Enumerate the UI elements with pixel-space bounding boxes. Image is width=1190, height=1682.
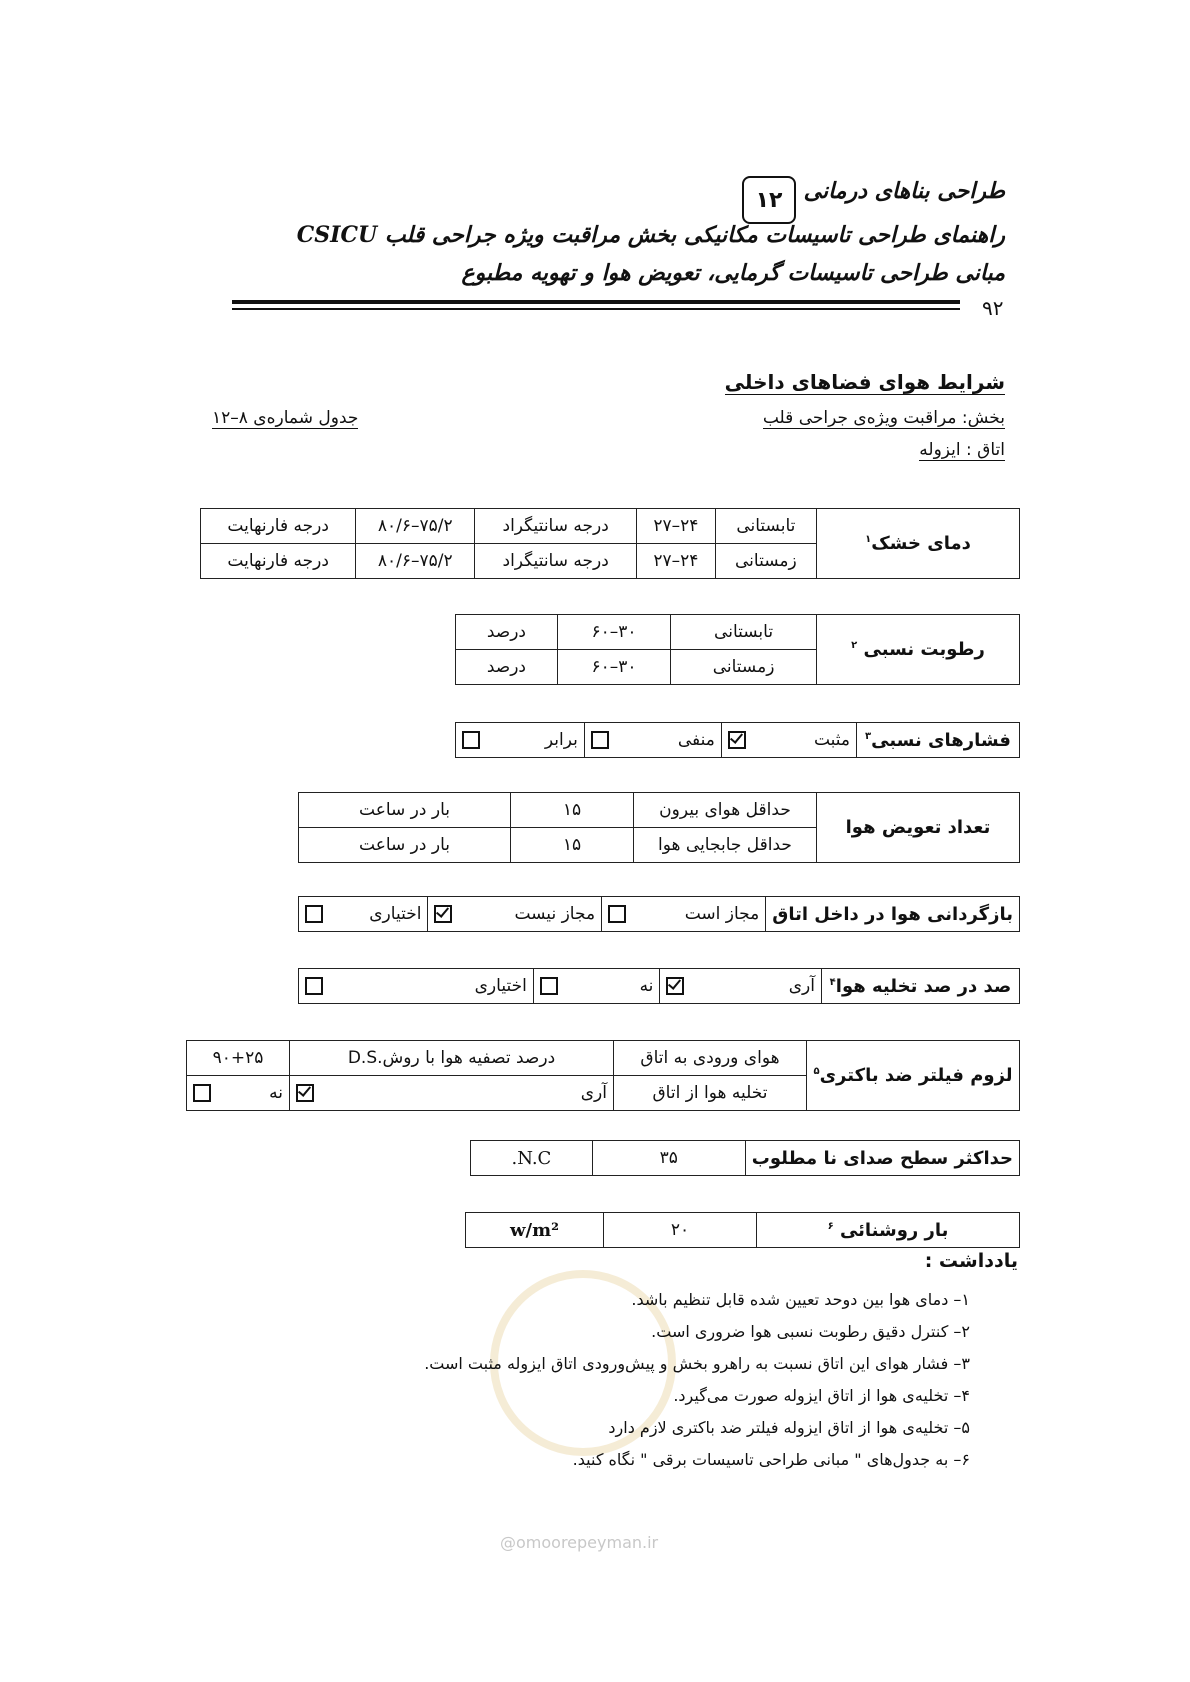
option-no: نه: [187, 1076, 290, 1111]
checkbox[interactable]: [608, 905, 626, 923]
season-cell: تابستانی: [715, 509, 816, 544]
celsius-range: ۲۴–۲۷: [637, 509, 716, 544]
option-allowed: مجاز است: [602, 897, 766, 932]
season-cell: زمستانی: [715, 544, 816, 579]
option-yes: آری: [660, 969, 822, 1004]
air-change-unit: بار در ساعت: [299, 793, 511, 828]
supply-label: هوای ورودی به اتاق: [614, 1041, 807, 1076]
pressure-table: [455, 722, 1020, 758]
checkbox[interactable]: [305, 977, 323, 995]
humidity-unit: درصد: [456, 650, 558, 685]
note-item: ۲– کنترل دقیق رطوبت نسبی هوا ضروری است.: [651, 1322, 970, 1341]
air-change-value: ۱۵: [511, 828, 634, 863]
recirculation-label: بازگردانی هوا در داخل اتاق: [766, 897, 1020, 932]
department-label: بخش: مراقبت ویژه‌ی جراحی قلب: [762, 408, 1005, 428]
checkbox[interactable]: [591, 731, 609, 749]
note-item: ۵– تخلیه‌ی هوا از اتاق ایزوله فیلتر ضد باکتری لازم دارد: [608, 1418, 970, 1437]
header-rule-thin: [232, 308, 960, 310]
note-item: ۱– دمای هوا بین دوحد تعیین شده قابل تنظیم باشد.: [631, 1290, 970, 1309]
notes-title: یادداشت :: [924, 1250, 1018, 1272]
air-change-table: [298, 792, 1020, 863]
room-label: اتاق : ایزوله: [919, 440, 1005, 460]
header-subtitle: راهنمای طراحی تاسیسات مکانیکی بخش مراقبت ویژه جراحی قلب CSICU: [296, 222, 1005, 248]
fahrenheit-range: ۷۵/۲–۸۰/۶: [356, 509, 475, 544]
humidity-range: ۳۰–۶۰: [557, 650, 670, 685]
filter-label: لزوم فیلتر ضد باکتری$^۵$: [807, 1041, 1020, 1111]
noise-label: حداکثر سطح صدای نا مطلوب: [745, 1141, 1019, 1176]
air-change-name: حداقل جابجایی هوا: [634, 828, 817, 863]
checkbox-checked[interactable]: [728, 731, 746, 749]
celsius-range: ۲۴–۲۷: [637, 544, 716, 579]
supply-value: ۹۰+۲۵: [187, 1041, 290, 1076]
note-item: ۳– فشار هوای این اتاق نسبت به راهرو بخش و پیش‌ورودی اتاق ایزوله مثبت است.: [424, 1354, 970, 1373]
air-change-label: تعداد تعویض هوا: [817, 793, 1020, 863]
humidity-table: [455, 614, 1020, 685]
season-cell: زمستانی: [671, 650, 817, 685]
note-item: ۴– تخلیه‌ی هوا از اتاق ایزوله صورت می‌گیرد.: [673, 1386, 970, 1405]
filter-table: [186, 1040, 1020, 1111]
dry-temp-table: [200, 508, 1020, 579]
option-positive: مثبت: [721, 723, 856, 758]
fahrenheit-unit: درجه فارنهایت: [201, 544, 356, 579]
noise-table: [470, 1140, 1020, 1176]
air-change-name: حداقل هوای بیرون: [634, 793, 817, 828]
checkbox[interactable]: [540, 977, 558, 995]
checkbox-checked[interactable]: [434, 905, 452, 923]
lighting-label: بار روشنائی $^۶$: [757, 1213, 1020, 1248]
dry-temp-label: دمای خشک$^۱$: [817, 509, 1020, 579]
lighting-value: ۲۰: [604, 1213, 757, 1248]
air-change-value: ۱۵: [511, 793, 634, 828]
fahrenheit-unit: درجه فارنهایت: [201, 509, 356, 544]
header-book-title: طراحی بناهای درمانی: [803, 178, 1005, 204]
exhaust-label: صد در صد تخلیه هوا$^۴$: [822, 969, 1020, 1004]
humidity-unit: درصد: [456, 615, 558, 650]
page-number: ۹۲: [982, 296, 1004, 320]
watermark-text: @omoorepeyman.ir: [500, 1533, 659, 1552]
option-optional: اختیاری: [299, 897, 428, 932]
option-yes: آری: [290, 1076, 614, 1111]
checkbox[interactable]: [193, 1084, 211, 1102]
noise-unit: N.C.: [471, 1141, 593, 1176]
celsius-unit: درجه سانتیگراد: [475, 509, 637, 544]
note-item: ۶– به جدول‌های " مبانی طراحی تاسیسات برقی " نگاه کنید.: [572, 1450, 970, 1469]
lighting-table: [465, 1212, 1020, 1248]
humidity-label: رطوبت نسبی $^۲$: [817, 615, 1020, 685]
option-no: نه: [533, 969, 660, 1004]
supply-description: درصد تصفیه هوا با روش.D.S: [290, 1041, 614, 1076]
header-section: مبانی طراحی تاسیسات گرمایی، تعویض هوا و تهویه مطبوع: [461, 260, 1005, 286]
option-not-allowed: مجاز نیست: [428, 897, 602, 932]
humidity-range: ۳۰–۶۰: [557, 615, 670, 650]
option-optional: اختیاری: [299, 969, 534, 1004]
lighting-unit: w/m²: [466, 1213, 604, 1248]
air-change-unit: بار در ساعت: [299, 828, 511, 863]
section-heading: شرایط هوای فضاهای داخلی: [724, 370, 1005, 394]
checkbox-checked[interactable]: [296, 1084, 314, 1102]
exhaust-table: [298, 968, 1020, 1004]
recirculation-table: [298, 896, 1020, 932]
fahrenheit-range: ۷۵/۲–۸۰/۶: [356, 544, 475, 579]
checkbox[interactable]: [462, 731, 480, 749]
noise-value: ۳۵: [592, 1141, 745, 1176]
header-rule: [232, 300, 960, 304]
checkbox[interactable]: [305, 905, 323, 923]
book-number-badge: ۱۲: [742, 176, 796, 224]
checkbox-checked[interactable]: [666, 977, 684, 995]
season-cell: تابستانی: [671, 615, 817, 650]
option-negative: منفی: [584, 723, 721, 758]
celsius-unit: درجه سانتیگراد: [475, 544, 637, 579]
option-equal: برابر: [456, 723, 585, 758]
pressure-label: فشارهای نسبی$^۳$: [857, 723, 1020, 758]
exhaust-filter-label: تخلیه هوا از اتاق: [614, 1076, 807, 1111]
table-number: جدول شماره‌ی ۸–۱۲: [212, 408, 359, 428]
